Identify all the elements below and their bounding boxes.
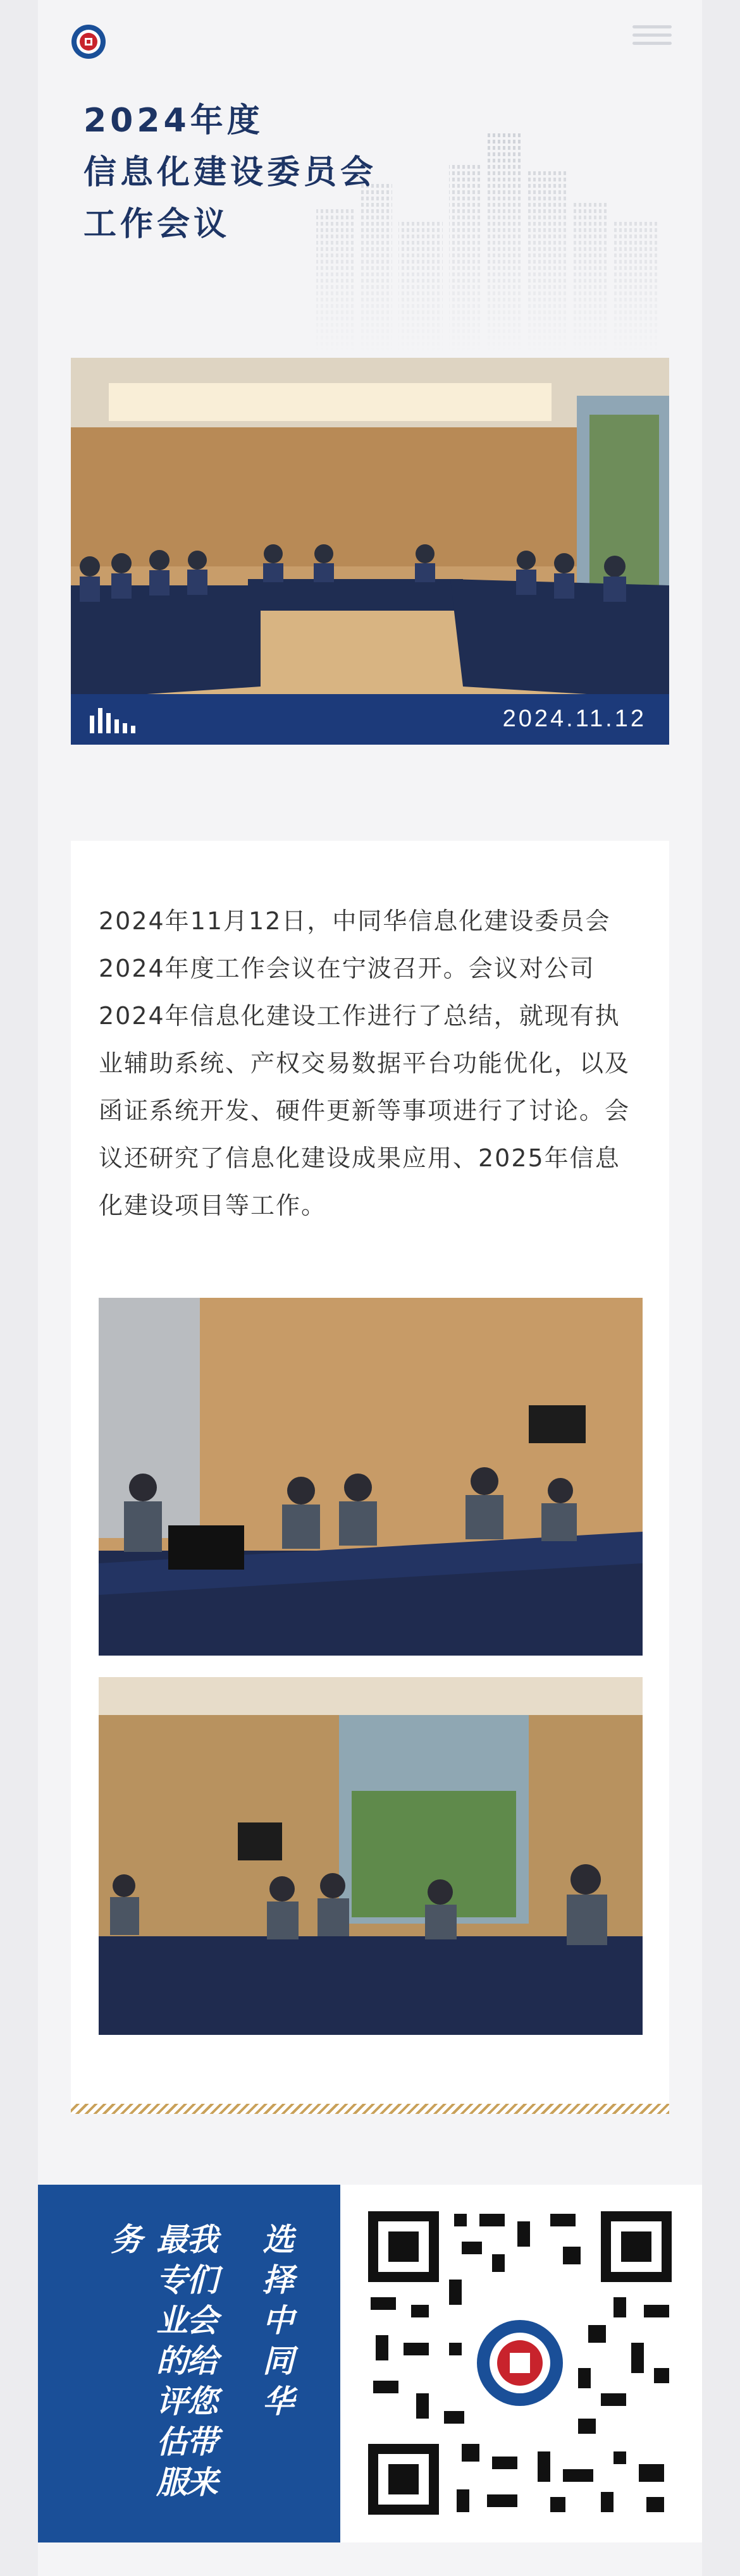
qr-code-icon[interactable]: [361, 2204, 679, 2522]
footer: [38, 2185, 702, 2542]
meeting-room-photo-3: [99, 1677, 643, 2035]
slogan-line-3: 最专业的评估服务: [106, 2223, 188, 2506]
photo-date: 2024.11.12: [502, 705, 646, 732]
decorative-stripe: [71, 2104, 669, 2114]
title-line-2: 信息化建设委员会: [83, 154, 378, 192]
slogan-panel: [38, 2185, 340, 2542]
bar-chart-icon: [90, 708, 147, 733]
meeting-room-photo-2: [99, 1298, 643, 1656]
title-line-3: 工作会议: [83, 205, 231, 243]
slogan-line-2: 我们会给您带来: [182, 2223, 219, 2506]
page: [38, 0, 702, 2576]
photo-date-bar: [71, 694, 669, 745]
meeting-photo-main: [71, 358, 669, 745]
meeting-photo-3: [99, 1677, 643, 2035]
company-logo-icon[interactable]: [70, 23, 108, 61]
title-line-1: 2024年度: [83, 102, 264, 140]
meeting-photo-2: [99, 1298, 643, 1656]
menu-icon[interactable]: [632, 25, 672, 51]
article-card: [71, 841, 669, 2104]
meeting-room-photo: [71, 358, 669, 745]
slogan-line-1: 选择中同华: [257, 2223, 295, 2425]
article-text: 2024年11月12日，中同华信息化建设委员会2024年度工作会议在宁波召开。会议对公司2024年信息化建设工作进行了总结，就现有执业辅助系统、产权交易数据平台功能优化，以及函证系统开发、硬件更新等事项进行了讨论。会议还研究了信息化建设成果应用、2025年信息化建设项目等工作。: [99, 907, 631, 1219]
page-title: [83, 95, 377, 250]
